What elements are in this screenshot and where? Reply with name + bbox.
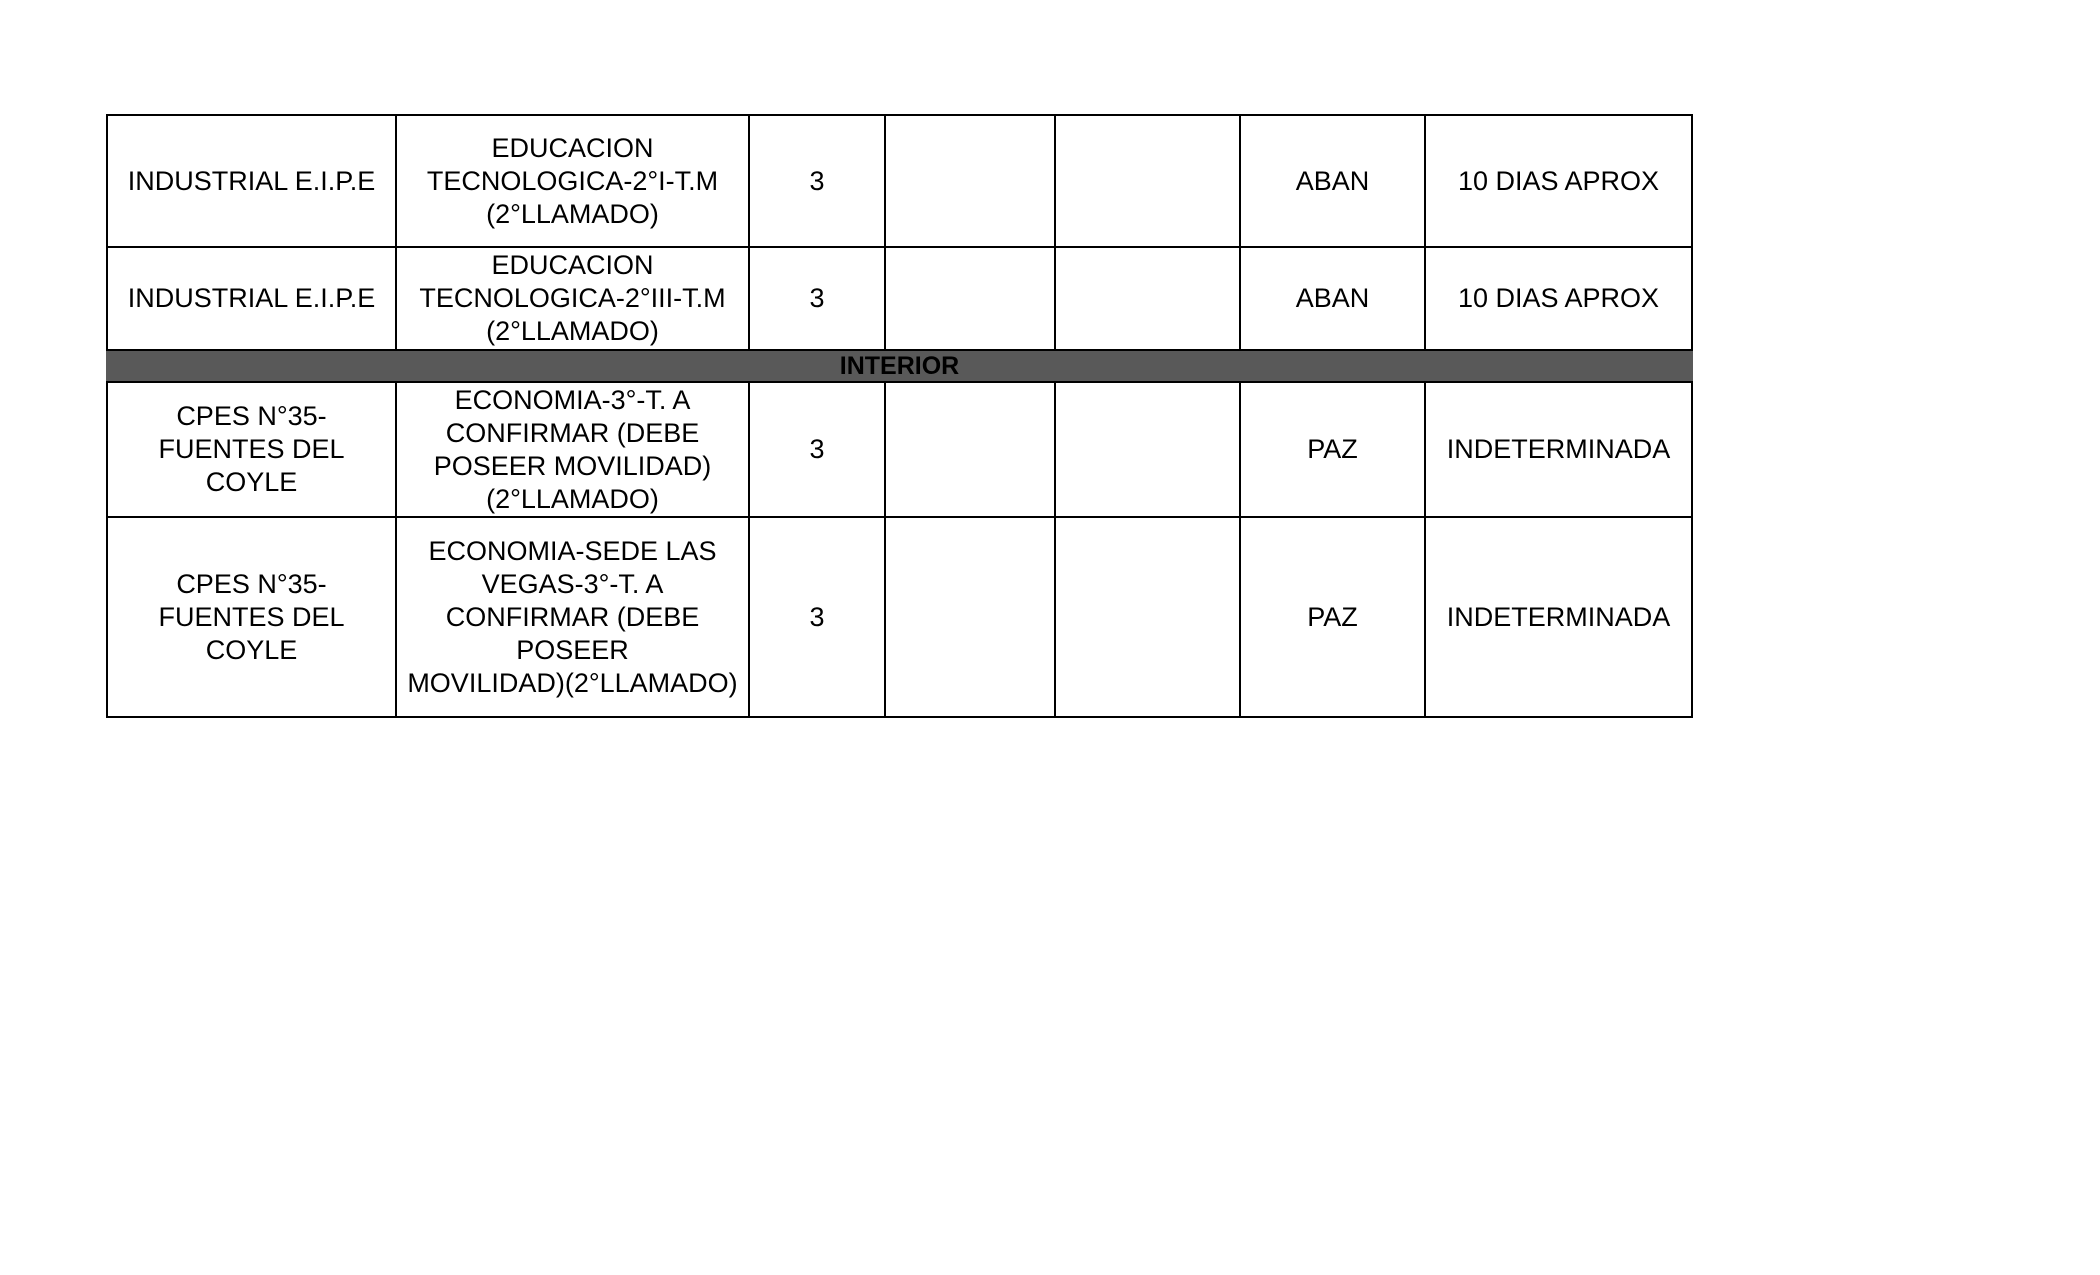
empty-cell bbox=[1055, 517, 1240, 717]
empty-cell bbox=[885, 382, 1055, 517]
table-row bbox=[107, 517, 1692, 717]
hours-cell: 3 bbox=[749, 517, 885, 717]
subject-cell: ECONOMIA-3°-T. A CONFIRMAR (DEBE POSEER MOVILIDAD) (2°LLAMADO) bbox=[396, 382, 749, 517]
location-cell: PAZ bbox=[1240, 382, 1425, 517]
hours-cell: 3 bbox=[749, 382, 885, 517]
school-cell: INDUSTRIAL E.I.P.E bbox=[107, 115, 396, 247]
school-cell: INDUSTRIAL E.I.P.E bbox=[107, 247, 396, 350]
section-header-row bbox=[107, 350, 1692, 382]
location-cell: ABAN bbox=[1240, 247, 1425, 350]
duration-cell: 10 DIAS APROX bbox=[1425, 115, 1692, 247]
duration-cell: 10 DIAS APROX bbox=[1425, 247, 1692, 350]
empty-cell bbox=[885, 517, 1055, 717]
vacancies-table bbox=[106, 114, 1693, 718]
school-cell: CPES N°35- FUENTES DEL COYLE bbox=[107, 517, 396, 717]
table-row bbox=[107, 382, 1692, 517]
hours-cell: 3 bbox=[749, 115, 885, 247]
empty-cell bbox=[1055, 247, 1240, 350]
empty-cell bbox=[1055, 115, 1240, 247]
duration-cell: INDETERMINADA bbox=[1425, 517, 1692, 717]
empty-cell bbox=[1055, 382, 1240, 517]
school-cell: CPES N°35- FUENTES DEL COYLE bbox=[107, 382, 396, 517]
empty-cell bbox=[885, 115, 1055, 247]
subject-cell: EDUCACION TECNOLOGICA-2°I-T.M (2°LLAMADO) bbox=[396, 115, 749, 247]
table-row bbox=[107, 247, 1692, 350]
empty-cell bbox=[885, 247, 1055, 350]
location-cell: PAZ bbox=[1240, 517, 1425, 717]
section-header-interior: INTERIOR bbox=[107, 350, 1692, 382]
duration-cell: INDETERMINADA bbox=[1425, 382, 1692, 517]
subject-cell: ECONOMIA-SEDE LAS VEGAS-3°-T. A CONFIRMAR (DEBE POSEER MOVILIDAD)(2°LLAMADO) bbox=[396, 517, 749, 717]
hours-cell: 3 bbox=[749, 247, 885, 350]
location-cell: ABAN bbox=[1240, 115, 1425, 247]
table-row bbox=[107, 115, 1692, 247]
subject-cell: EDUCACION TECNOLOGICA-2°III-T.M (2°LLAMADO) bbox=[396, 247, 749, 350]
